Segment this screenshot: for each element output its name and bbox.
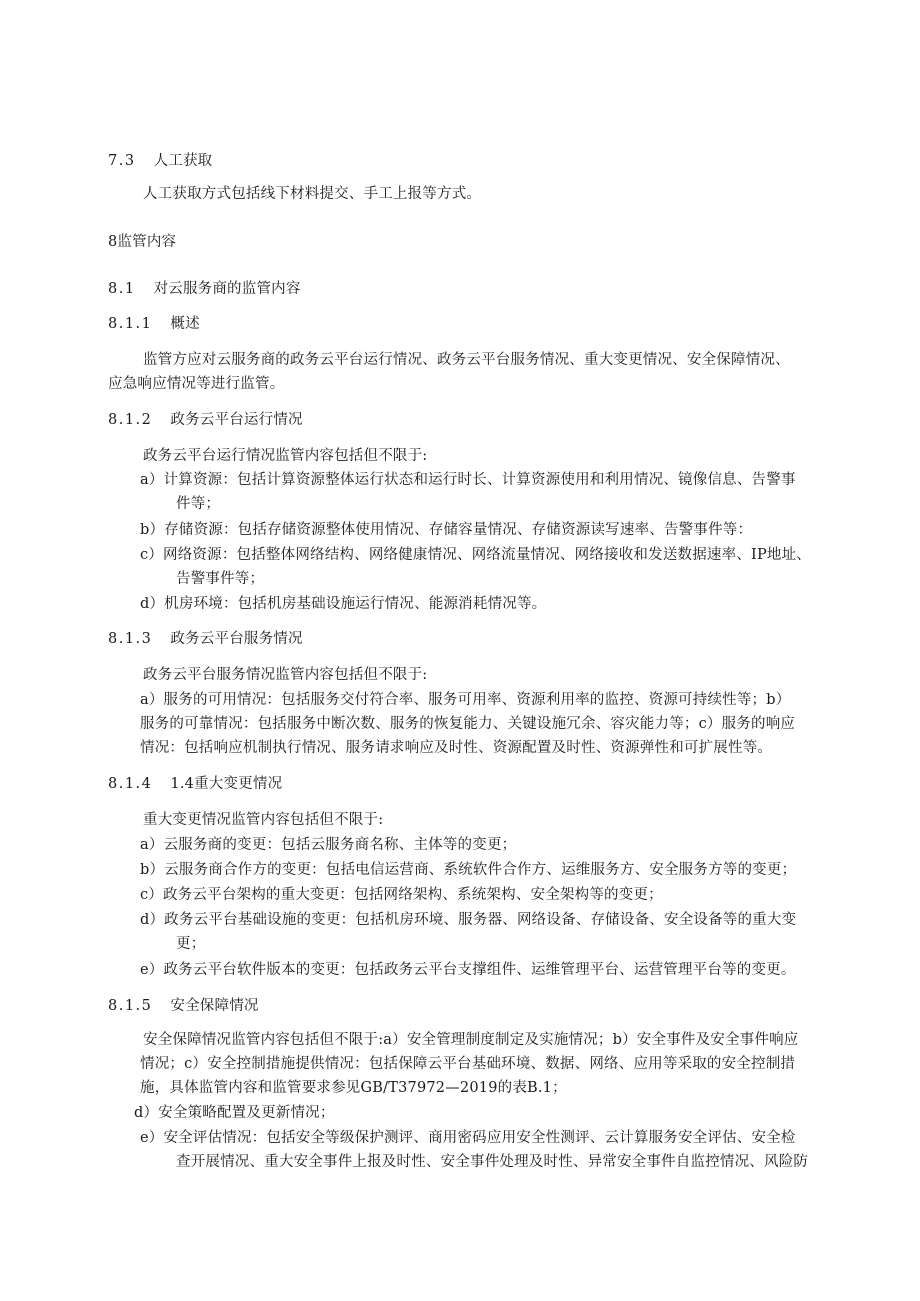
section-title: 政务云平台服务情况: [170, 631, 303, 647]
section-title: 政务云平台运行情况: [170, 412, 303, 428]
section-number: 8.1: [108, 281, 136, 297]
paragraph-line: 监管方应对云服务商的政务云平台运行情况、政务云平台服务情况、重大变更情况、安全保障情况、: [143, 352, 790, 368]
section-heading-8-1-1: [108, 314, 200, 334]
section-heading-8-1: [108, 279, 301, 299]
list-item: d）政务云平台基础设施的变更：包括机房环境、服务器、网络设备、存储设备、安全设备等的重大变: [140, 912, 797, 928]
section-number: 8.1.5: [108, 998, 153, 1014]
paragraph-line: a）服务的可用情况：包括服务交付符合率、服务可用率、资源利用率的监控、资源可持续性等；b）: [140, 692, 791, 708]
section-title: 概述: [170, 316, 200, 332]
paragraph-line: 情况：包括响应机制执行情况、服务请求响应及时性、资源配置及时性、资源弹性和可扩展性等。: [140, 740, 773, 756]
list-item: c）政务云平台架构的重大变更：包括网络架构、系统架构、安全架构等的变更；: [140, 887, 663, 903]
paragraph: 政务云平台运行情况监管内容包括但不限于:: [143, 448, 428, 464]
chapter-heading-8: 8监管内容: [108, 234, 177, 250]
list-item: d）机房环境：包括机房基础设施运行情况、能源消耗情况等。: [140, 596, 547, 612]
list-item-continuation: 查开展情况、重大安全事件上报及时性、安全事件处理及时性、异常安全事件自监控情况、风险防: [176, 1154, 809, 1170]
list-item: a）云服务商的变更：包括云服务商名称、主体等的变更；: [140, 837, 517, 853]
section-title: 安全保障情况: [170, 998, 259, 1014]
section-number: 8.1.4: [108, 776, 153, 792]
paragraph-line: 应急响应情况等进行监管。: [108, 376, 285, 392]
list-item-continuation: 件等；: [176, 496, 221, 512]
section-number: 8.1.2: [108, 412, 153, 428]
paragraph-line: 情况；c）安全控制措施提供情况：包括保障云平台基础环境、数据、网络、应用等采取的安全控制措: [140, 1056, 796, 1072]
section-heading-8-1-5: [108, 996, 259, 1016]
section-heading-7-3: [108, 151, 212, 171]
paragraph: 人工获取方式包括线下材料提交、手工上报等方式。: [143, 186, 482, 202]
list-item-continuation: 更；: [176, 936, 206, 952]
paragraph: 政务云平台服务情况监管内容包括但不限于:: [143, 667, 428, 683]
list-item: b）云服务商合作方的变更：包括电信运营商、系统软件合作方、运维服务方、安全服务方等的变更；: [140, 862, 797, 878]
section-number: 7.3: [108, 153, 136, 169]
paragraph: 重大变更情况监管内容包括但不限于:: [143, 812, 384, 828]
list-item: a）计算资源：包括计算资源整体运行状态和运行时长、计算资源使用和利用情况、镜像信息、告警事: [140, 472, 796, 488]
list-item: c）网络资源：包括整体网络结构、网络健康情况、网络流量情况、网络接收和发送数据速率、IP地址、: [140, 547, 812, 563]
section-title: 1.4重大变更情况: [170, 776, 283, 792]
list-item: e）安全评估情况：包括安全等级保护测评、商用密码应用安全性测评、云计算服务安全评估、安全检: [140, 1130, 796, 1146]
list-item: d）安全策略配置及更新情况；: [134, 1105, 335, 1121]
list-item-continuation: 告警事件等；: [176, 571, 265, 587]
section-number: 8.1.3: [108, 631, 153, 647]
section-title: 对云服务商的监管内容: [153, 281, 301, 297]
paragraph-line: 安全保障情况监管内容包括但不限于:a）安全管理制度制定及实施情况；b）安全事件及安全事件响应: [143, 1032, 799, 1048]
list-item: e）政务云平台软件版本的变更：包括政务云平台支撑组件、运维管理平台、运营管理平台等的变更。: [140, 962, 796, 978]
paragraph-line: 施，具体监管内容和监管要求参见GB/T37972—2019的表B.1；: [140, 1080, 567, 1096]
section-number: 8.1.1: [108, 316, 153, 332]
section-heading-8-1-2: [108, 410, 303, 430]
section-heading-8-1-3: [108, 629, 303, 649]
list-item: b）存储资源：包括存储资源整体使用情况、存储容量情况、存储资源读写速率、告警事件等：: [140, 522, 753, 538]
paragraph-line: 服务的可靠情况：包括服务中断次数、服务的恢复能力、关键设施冗余、容灾能力等；c）服务的响应: [140, 716, 796, 732]
section-heading-8-1-4: [108, 774, 282, 794]
section-title: 人工获取: [153, 153, 213, 169]
